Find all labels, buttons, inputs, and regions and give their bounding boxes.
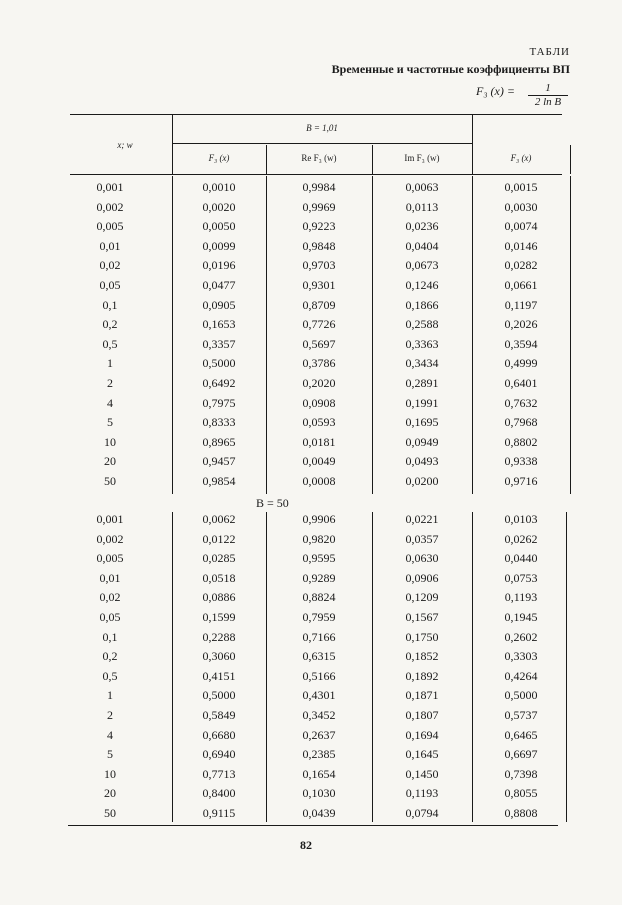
table-cell-im: 0,1567	[405, 610, 439, 624]
table-cell-f2: 0,0661	[504, 278, 538, 292]
table-top-rule	[70, 114, 562, 115]
table-cell-f2: 0,1197	[504, 297, 538, 312]
table-cell-f: 0,0010	[202, 180, 236, 194]
table-cell-im: 0,1807	[405, 708, 439, 722]
table-cell-x: 10	[104, 766, 116, 781]
table-cell-im: 0,0949	[405, 434, 439, 449]
table-cell-im: 0,0630	[405, 551, 439, 566]
formula-numerator: 1	[528, 82, 568, 96]
table-cell-im: 0,0404	[405, 238, 439, 253]
table-cell-f: 0,0905	[202, 297, 236, 312]
formula-fraction	[528, 82, 568, 109]
table-label: ТАБЛИ	[529, 46, 570, 58]
table-cell-f: 0,8965	[202, 434, 236, 449]
table-cell-im: 0,1695	[405, 415, 439, 430]
table-cell-f: 0,1599	[202, 610, 236, 624]
table-cell-re: 0,7726	[302, 317, 336, 332]
table-cell-x: 5	[107, 747, 113, 762]
table-cell-x: 0,01	[99, 238, 121, 253]
table-cell-f: 0,0477	[202, 278, 236, 292]
table-cell-re: 0,0008	[302, 474, 336, 488]
table-cell-f: 0,9115	[202, 806, 236, 820]
table-cell-im: 0,0906	[405, 570, 439, 585]
table-cell-f2: 0,2026	[504, 317, 538, 332]
table-cell-x: 20	[104, 786, 116, 801]
table-cell-im: 0,1246	[405, 278, 439, 292]
table-cell-x: 4	[107, 395, 113, 410]
table-cell-f2: 0,0753	[504, 570, 538, 585]
table-cell-f2: 0,8055	[504, 786, 538, 801]
table-cell-re: 0,1030	[302, 786, 336, 801]
table-cell-im: 0,1450	[405, 766, 439, 781]
table-cell-x: 50	[104, 806, 116, 820]
table-cell-im: 0,2588	[405, 317, 439, 332]
table-cell-f2: 0,1945	[504, 610, 538, 624]
table-cell-re: 0,0049	[302, 454, 336, 469]
table-cell-im: 0,1892	[405, 668, 439, 683]
table-cell-f: 0,5849	[202, 708, 236, 722]
table-cell-im: 0,0236	[405, 219, 439, 234]
table-cell-im: 0,1645	[405, 747, 439, 762]
page-title: Временные и частотные коэффициенты ВП	[331, 62, 570, 76]
table-cell-x: 0,5	[102, 336, 118, 351]
table-cell-f2: 0,9338	[504, 454, 538, 469]
table-cell-f2: 0,4264	[504, 668, 538, 683]
table-cell-f2: 0,6465	[504, 727, 538, 742]
table-cell-re: 0,9703	[302, 258, 336, 273]
table-cell-f2: 0,0030	[504, 199, 538, 214]
table-cell-f2: 0,3594	[504, 336, 538, 351]
table-cell-re: 0,0908	[302, 395, 336, 410]
table-cell-f2: 0,8802	[504, 434, 538, 449]
table-cell-f2: 0,5000	[504, 688, 538, 703]
table-cell-x: 0,1	[102, 629, 118, 644]
table-cell-re: 0,2637	[302, 727, 336, 742]
table-cell-f2: 0,0146	[504, 238, 538, 253]
table-cell-x: 2	[107, 376, 113, 390]
header-bottom-rule	[70, 174, 562, 175]
table-cell-f: 0,2288	[202, 629, 236, 644]
table-cell-re: 0,9848	[302, 238, 336, 253]
table-cell-re: 0,0593	[302, 415, 336, 430]
table-cell-f: 0,0099	[202, 238, 236, 253]
table-cell-f: 0,8400	[202, 786, 236, 801]
table-cell-re: 0,9969	[302, 199, 336, 214]
table-cell-im: 0,0673	[405, 258, 439, 273]
table-cell-x: 5	[107, 415, 113, 430]
table-cell-f: 0,5000	[202, 356, 236, 371]
table-cell-re: 0,2020	[302, 376, 336, 390]
table-cell-im: 0,1694	[405, 727, 439, 742]
table-cell-x: 0,002	[96, 199, 124, 214]
table-cell-re: 0,3786	[302, 356, 336, 371]
page-number: 82	[300, 838, 312, 852]
table-cell-re: 0,0181	[302, 434, 336, 449]
table-cell-re: 0,2385	[302, 747, 336, 762]
table-cell-im: 0,0493	[405, 454, 439, 469]
formula-lhs: F₃ (x) =	[476, 84, 515, 98]
table-cell-x: 0,002	[96, 531, 124, 546]
table-cell-re: 0,9595	[302, 551, 336, 566]
table-cell-f2: 0,3303	[504, 649, 538, 664]
table-cell-re: 0,9984	[302, 180, 336, 194]
table-cell-re: 0,4301	[302, 688, 336, 703]
table-cell-im: 0,0357	[405, 531, 439, 546]
section2-label: B = 50	[256, 496, 289, 510]
table-cell-x: 2	[107, 708, 113, 722]
table-cell-f: 0,5000	[202, 688, 236, 703]
table-cell-f2: 0,0074	[504, 219, 538, 234]
formula	[476, 82, 562, 108]
header-xw: x; w	[117, 140, 133, 150]
table-cell-f2: 0,7968	[504, 415, 538, 430]
table-cell-f2: 0,2602	[504, 629, 538, 644]
table-cell-f2: 0,8808	[504, 806, 538, 820]
table-cell-x: 0,01	[99, 570, 121, 585]
table-cell-im: 0,0221	[405, 512, 439, 526]
header-f: F₃ (x)	[208, 153, 230, 163]
table-cell-im: 0,0794	[405, 806, 439, 820]
group-underline	[172, 143, 472, 144]
header-divider-4	[472, 114, 473, 174]
table-cell-re: 0,9820	[302, 531, 336, 546]
header-re: Re F₃ (w)	[301, 153, 337, 163]
table-cell-im: 0,1991	[405, 395, 439, 410]
table-cell-f: 0,6680	[202, 727, 236, 742]
table-cell-f: 0,6940	[202, 747, 236, 762]
table-cell-f2: 0,0103	[504, 512, 538, 526]
header-group-b: B = 1,01	[306, 123, 338, 133]
table-cell-re: 0,9301	[302, 278, 336, 292]
table-cell-im: 0,0063	[405, 180, 439, 194]
header-divider-5	[570, 145, 571, 174]
table-cell-f: 0,6492	[202, 376, 236, 390]
table-cell-re: 0,9906	[302, 512, 336, 526]
table-cell-re: 0,5697	[302, 336, 336, 351]
table-cell-im: 0,1866	[405, 297, 439, 312]
table-cell-x: 4	[107, 727, 113, 742]
table-cell-re: 0,1654	[302, 766, 336, 781]
table-cell-f2: 0,0282	[504, 258, 538, 273]
table-cell-x: 0,5	[102, 668, 118, 683]
table-cell-f: 0,8333	[202, 415, 236, 430]
table-cell-im: 0,1193	[405, 786, 439, 801]
table-cell-f2: 0,7632	[504, 395, 538, 410]
table-cell-re: 0,0439	[302, 806, 336, 820]
header-f-last: F₃ (x)	[510, 153, 532, 163]
table-cell-x: 0,05	[99, 610, 121, 624]
table-cell-re: 0,8709	[302, 297, 336, 312]
table-cell-re: 0,6315	[302, 649, 336, 664]
table-cell-f2: 0,1193	[504, 590, 538, 605]
body-divider-5a	[570, 176, 571, 494]
table-cell-x: 0,005	[96, 219, 124, 234]
table-cell-f2: 0,0262	[504, 531, 538, 546]
table-cell-x: 1	[107, 688, 113, 703]
table-cell-f: 0,1653	[202, 317, 236, 332]
table-cell-f2: 0,6697	[504, 747, 538, 762]
table-cell-im: 0,1852	[405, 649, 439, 664]
table-cell-x: 0,001	[96, 180, 124, 194]
formula-denominator: 2 ln B	[534, 96, 562, 108]
table-cell-im: 0,0200	[405, 474, 439, 488]
table-cell-x: 0,001	[96, 512, 124, 526]
table-cell-f: 0,0062	[202, 512, 236, 526]
table-cell-im: 0,0113	[405, 199, 439, 214]
table-cell-re: 0,7166	[302, 629, 336, 644]
table-cell-re: 0,5166	[302, 668, 336, 683]
table-cell-f: 0,0122	[202, 531, 236, 546]
table-cell-f2: 0,0440	[504, 551, 538, 566]
table-cell-f2: 0,0015	[504, 180, 538, 194]
table-cell-re: 0,9289	[302, 570, 336, 585]
header-im: Im F₃ (w)	[404, 153, 440, 163]
table-cell-x: 0,05	[99, 278, 121, 292]
table-cell-im: 0,1209	[405, 590, 439, 605]
table-cell-f: 0,0020	[202, 199, 236, 214]
table-cell-f: 0,4151	[202, 668, 236, 683]
table-cell-im: 0,3363	[405, 336, 439, 351]
table-cell-re: 0,8824	[302, 590, 336, 605]
table-cell-x: 0,02	[99, 590, 121, 605]
table-cell-x: 10	[104, 434, 116, 449]
table-cell-f: 0,9457	[202, 454, 236, 469]
table-cell-x: 1	[107, 356, 113, 371]
table-cell-f: 0,3357	[202, 336, 236, 351]
table-cell-f: 0,0196	[202, 258, 236, 273]
table-cell-f2: 0,9716	[504, 474, 538, 488]
table-cell-f: 0,7975	[202, 395, 236, 410]
table-cell-f: 0,0050	[202, 219, 236, 234]
table-cell-f2: 0,7398	[504, 766, 538, 781]
table-cell-f2: 0,4999	[504, 356, 538, 371]
table-cell-re: 0,7959	[302, 610, 336, 624]
table-cell-f2: 0,5737	[504, 708, 538, 722]
table-cell-im: 0,1750	[405, 629, 439, 644]
table-cell-f: 0,7713	[202, 766, 236, 781]
table-cell-x: 0,2	[102, 317, 118, 332]
table-cell-x: 0,2	[102, 649, 118, 664]
table-cell-f2: 0,6401	[504, 376, 538, 390]
table-cell-re: 0,9223	[302, 219, 336, 234]
table-cell-x: 50	[104, 474, 116, 488]
table-cell-f: 0,0285	[202, 551, 236, 566]
table-bottom-rule	[68, 825, 558, 826]
table-cell-f: 0,9854	[202, 474, 236, 488]
table-cell-x: 0,1	[102, 297, 118, 312]
table-cell-x: 0,005	[96, 551, 124, 566]
table-cell-f: 0,0518	[202, 570, 236, 585]
table-cell-im: 0,1871	[405, 688, 439, 703]
table-cell-f: 0,3060	[202, 649, 236, 664]
table-cell-x: 20	[104, 454, 116, 469]
table-cell-im: 0,3434	[405, 356, 439, 371]
table-cell-im: 0,2891	[405, 376, 439, 390]
table-cell-x: 0,02	[99, 258, 121, 273]
table-cell-f: 0,0886	[202, 590, 236, 605]
table-cell-re: 0,3452	[302, 708, 336, 722]
